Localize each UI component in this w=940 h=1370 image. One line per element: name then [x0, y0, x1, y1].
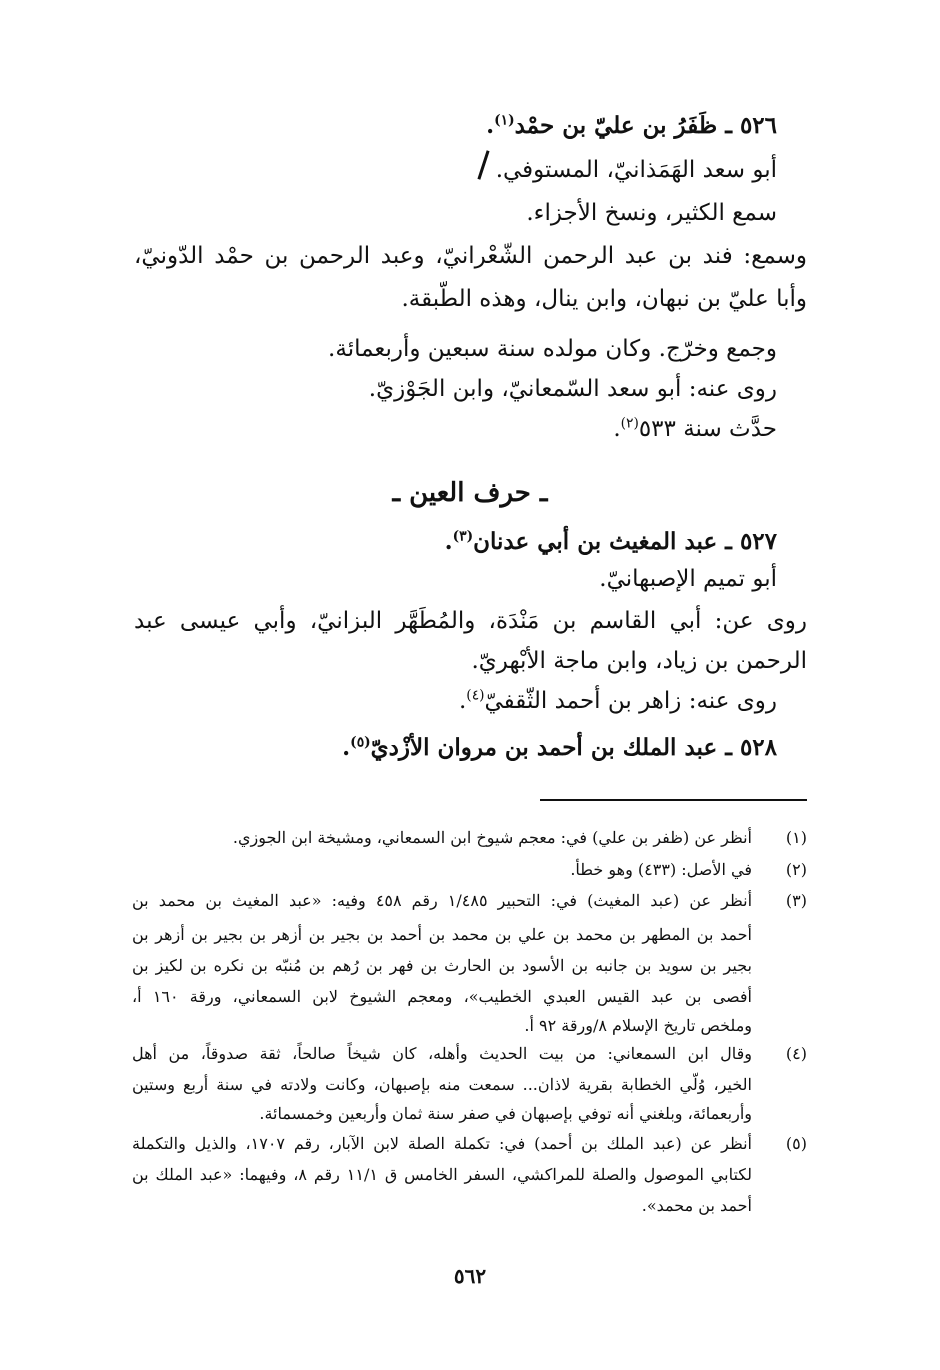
footnote-1-number: (١)	[785, 828, 807, 847]
entry-526-line-4: وأبا عليّ بن نبهان، وابن ينال، وهذه الطّبقة.	[401, 286, 807, 312]
entry-528-heading: ٥٢٨ ـ عبد الملك بن أحمد بن مروان الأزْديّ$^{(٥)}$.	[342, 734, 777, 761]
footnote-5-line-1: أنظر عن (عبد الملك بن أحمد) في: تكملة الصلة لابن الآبار، رقم ١٧٠٧، والذيل والتكملة	[132, 1134, 752, 1153]
entry-527-line-3: الرحمن بن زياد، وابن ماجة الأبْهريّ.	[471, 648, 807, 674]
footnote-5-line-3: أحمد بن محمد».	[641, 1196, 752, 1215]
entry-526-heading: ٥٢٦ ـ ظَفَرُ بن عليّ بن حمْد$^{(١)}$.	[486, 112, 777, 139]
footnote-3-line-1: أنظر عن (عبد المغيث) في: التحبير ١/٤٨٥ رقم ٤٥٨ وفيه: «عبد المغيث بن محمد بن	[132, 891, 753, 910]
entry-527-heading-text: ٥٢٧ ـ عبد المغيث بن أبي عدنان	[473, 528, 777, 555]
footnote-1-line-1: أنظر عن (ظفر بن علي) في: معجم شيوخ ابن السمعاني، ومشيخة ابن الجوزي.	[232, 828, 752, 847]
entry-527-heading: ٥٢٧ ـ عبد المغيث بن أبي عدنان$^{(٣)}$.	[444, 528, 777, 555]
entry-527-line-4: روى عنه: زاهر بن أحمد الثّقفيّ$^{(٤)}$.	[458, 687, 777, 714]
entry-526-line-5: وجمع وخرّج. وكان مولده سنة سبعين وأربعمائة.	[328, 336, 777, 362]
footnote-ref-3: (٣)	[452, 528, 474, 545]
footnote-2-number: (٢)	[785, 860, 807, 879]
footnote-3-line-5: وملخص تاريخ الإسلام ٨/ورقة ٩٢ أ.	[524, 1016, 752, 1035]
footnote-ref-5: (٥)	[350, 734, 371, 751]
footnote-5-line-2: لكتابي الموصول والصلة للمراكشي، السفر الخامس ق ١١/١ رقم ٨، وفيهما: «عبد الملك بن	[132, 1165, 753, 1184]
footnote-ref-2: (٢)	[620, 415, 639, 432]
footnote-3-number: (٣)	[785, 891, 807, 910]
footnote-ref-1: (١)	[494, 112, 515, 129]
entry-526-line-6: روى عنه: أبو سعد السّمعانيّ، وابن الجَوْزيّ.	[368, 376, 777, 402]
entry-527-line-1: أبو تميم الإصبهانيّ.	[599, 566, 777, 592]
footnote-4-line-1: وقال ابن السمعاني: من بيت الحديث وأهله، كان شيخاً صالحاً، ثقة صدوقاً، من أهل	[132, 1044, 752, 1063]
entry-526-heading-text: ٥٢٦ ـ ظَفَرُ بن عليّ بن حمْد	[514, 112, 777, 139]
page-number: ٥٦٢	[453, 1264, 487, 1288]
footnote-3-line-3: بجير بن سويد بن جانبه بن الأسود بن الحارث بن فهر بن رُهم بن مُنبّه بن نكره بن لكيز بن	[132, 956, 752, 975]
entry-528-heading-text: ٥٢٨ ـ عبد الملك بن أحمد بن مروان الأزْديّ	[370, 734, 777, 761]
footnote-3-line-2: أحمد بن المطهر بن محمد بن علي بن محمد بن أحمد بن بجير بن أزهر بن بجير بن أزهر بن	[132, 925, 752, 944]
footnote-4-number: (٤)	[785, 1044, 807, 1063]
entry-526-line-3: وسمع: فند بن عبد الرحمن الشّعْرانيّ، وعبد الرحمن بن حمْد الدّونيّ،	[134, 243, 807, 269]
section-title: ـ حرف العين ـ	[392, 478, 548, 508]
footnote-ref-4: (٤)	[466, 687, 485, 704]
footnote-4-line-2: الخير، وُلّي الخطابة بقرية لاذان... سمعت منه بإصبهان، وكانت ولادته في سنة أربع وستين	[132, 1075, 752, 1094]
footnote-2-line-1: في الأصل: (٤٣٣) وهو خطأ.	[570, 860, 752, 879]
footnote-4-line-3: وأربعمائة، وبلغني أنه توفي بإصبهان في صفر سنة ثمان وأربعين وخمسمائة.	[259, 1104, 752, 1123]
pen-mark	[477, 150, 489, 179]
entry-527-line-2: روى عن: أبي القاسم بن مَنْدَة، والمُطَهَّر البزانيّ، وأبي عيسى عبد	[134, 608, 807, 634]
entry-526-line-1: أبو سعد الهَمَذانيّ، المستوفي.	[495, 157, 777, 183]
entry-526-line-7: حدَّث سنة ٥٣٣$^{(٢)}$.	[613, 415, 777, 442]
footnote-5-number: (٥)	[785, 1134, 807, 1153]
footnote-3-line-4: أفصى بن عبد القيس العبدي الخطيب»، ومعجم الشيوخ لابن السمعاني، ورقة ١٦٠ أ،	[132, 987, 752, 1006]
entry-526-line-2: سمع الكثير، ونسخ الأجزاء.	[526, 200, 777, 226]
footnote-separator	[540, 799, 807, 801]
